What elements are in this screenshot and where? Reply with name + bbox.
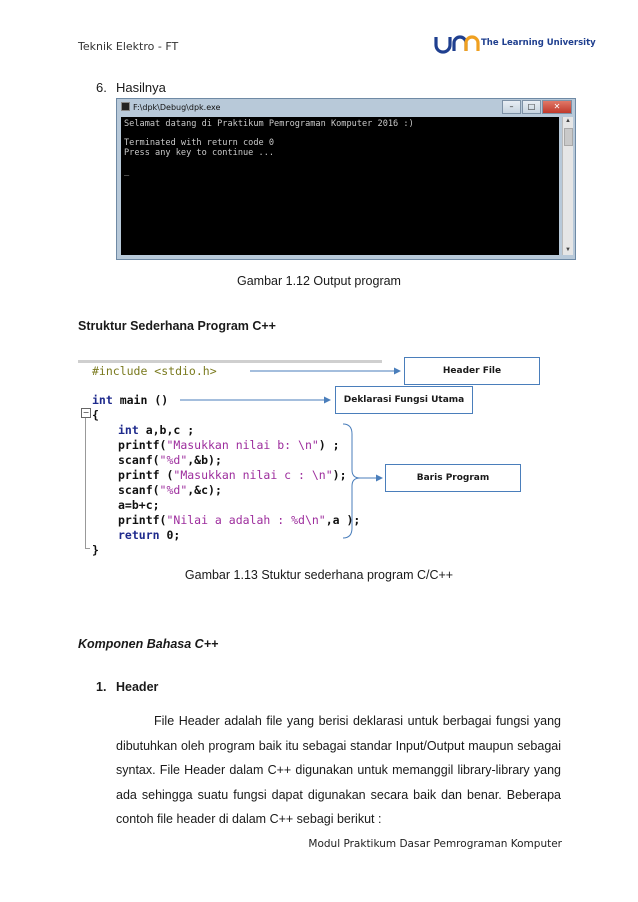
sub-number: 1. [96,680,107,694]
console-title: F:\dpk\Debug\dpk.exe [133,103,221,112]
code-line-declare: int a,b,c ; [118,423,195,437]
logo-text: The Learning University [481,38,596,48]
figure-caption-1-13: Gambar 1.13 Stuktur sederhana program C/C++ [184,568,454,582]
code-line-printf-b: printf("Masukkan nilai b: \n") ; [118,438,340,452]
code-line-printf-a: printf("Nilai a adalah : %d\n",a ); [118,513,361,527]
step-label: Hasilnya [116,80,166,95]
step-number: 6. [96,80,107,95]
code-line-scanf-c: scanf("%d",&c); [118,483,222,497]
subheading-header [96,680,158,694]
code-line-include: #include <stdio.h> [92,364,217,378]
paragraph-header-file [116,709,561,832]
code-line-main: int main () [92,393,169,407]
label-deklarasi-fungsi-utama: Deklarasi Fungsi Utama [335,386,473,414]
page-header-left: Teknik Elektro - FT [78,40,179,53]
code-line-scanf-b: scanf("%d",&b); [118,453,222,467]
section-heading-struktur: Struktur Sederhana Program C++ [78,319,276,333]
scroll-down-icon[interactable]: ▼ [565,247,571,253]
fold-toggle-icon: − [82,408,90,417]
page-footer: Modul Praktikum Dasar Pemrograman Komputer [308,838,562,850]
scroll-up-icon[interactable]: ▲ [565,118,571,124]
section-heading-komponen: Komponen Bahasa C++ [78,637,219,651]
paragraph-text: File Header adalah file yang berisi deklarasi untuk berbagai fungsi yang dibutuhkan oleh program baik itu sebagai standar Input/Output maupun sebagai syntax. File Header dalam C++ digunakan untuk memanggil library-library yang ada sehingga suatu fungsi dapat digunakan secara baik dan benar. Beberapa contoh file header di dalam C++ sebagi berikut : [116,714,561,826]
minimize-button[interactable]: – [502,100,521,114]
code-line-open-brace: { [92,408,99,422]
console-output: Selamat datang di Praktikum Pemrograman Komputer 2016 :) Terminated with return code 0 Press any key to continue ... _ [124,119,414,177]
curly-brace-baris [343,424,360,538]
maximize-button[interactable]: □ [522,100,541,114]
label-baris-program: Baris Program [385,464,521,492]
label-header-file: Header File [404,357,540,385]
close-button[interactable]: ✕ [542,100,572,114]
sub-label: Header [116,680,159,694]
code-line-assign: a=b+c; [118,498,160,512]
code-line-printf-c: printf ("Masukkan nilai c : \n"); [118,468,347,482]
code-line-close-brace: } [92,543,99,557]
code-line-return: return 0; [118,528,181,542]
figure-caption-1-12: Gambar 1.12 Output program [237,274,401,288]
